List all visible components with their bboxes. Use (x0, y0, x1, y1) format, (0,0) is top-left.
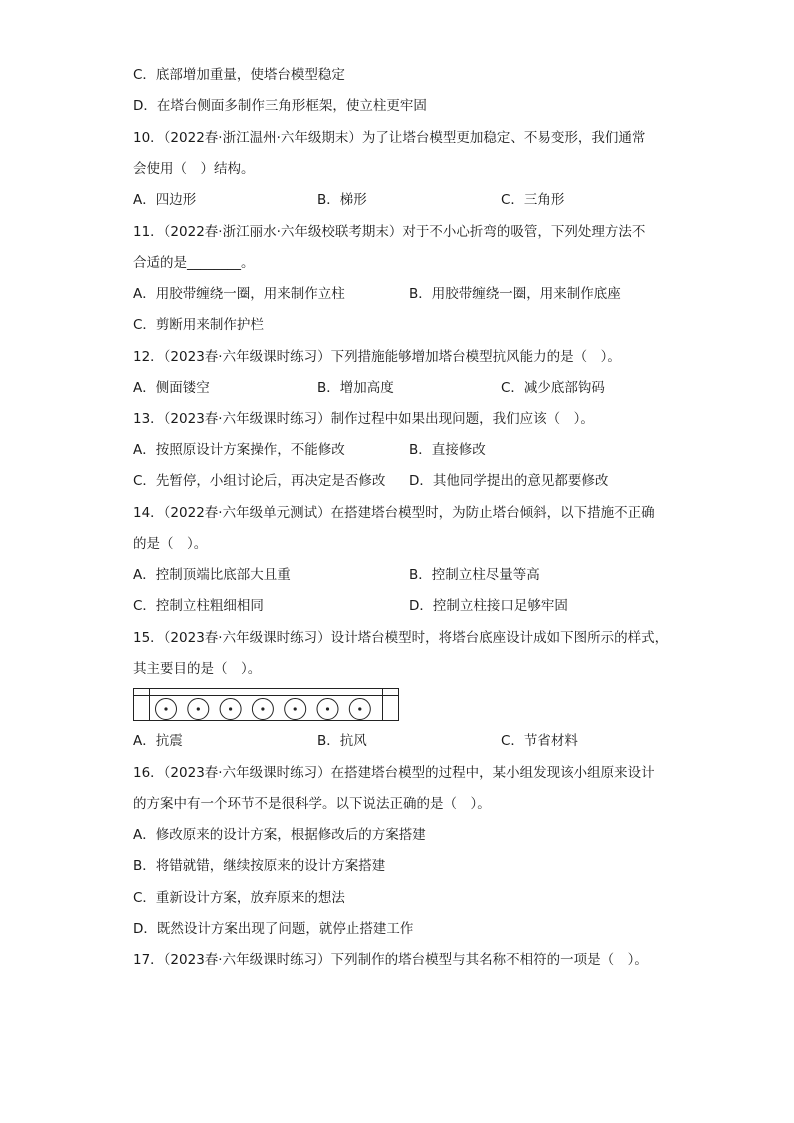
wheel-center-dot (197, 707, 200, 710)
q14-stem-line-1: 14．（2022春·六年级单元测试）在搭建塔台模型时，为防止塔台倾斜，以下措施不正确 (133, 505, 655, 521)
wheel-center-dot (294, 707, 297, 710)
wheel-group (156, 699, 371, 720)
q13-option-d: D．其他同学提出的意见都要修改 (409, 473, 609, 489)
q15-stem-line-1: 15．（2023春·六年级课时练习）设计塔台模型时，将塔台底座设计成如下图所示的样式， (133, 630, 669, 646)
q13-option-a: A．按照原设计方案操作，不能修改 (133, 442, 345, 458)
wheel-center-dot (358, 707, 361, 710)
q16-option-c: C．重新设计方案，放弃原来的想法 (133, 890, 345, 906)
q14-option-c: C．控制立柱粗细相同 (133, 598, 264, 614)
q15-stem-line-2: 其主要目的是（ ）。 (133, 661, 262, 677)
q15-option-b: B．抗风 (317, 733, 367, 749)
wheel-center-dot (229, 707, 232, 710)
q10-stem-line-1: 10．（2022春·浙江温州·六年级期末）为了让塔台模型更加稳定、不易变形，我们通常 (133, 130, 646, 146)
q11-option-b: B．用胶带缠绕一圈，用来制作底座 (409, 286, 621, 302)
q10-option-a: A．四边形 (133, 192, 197, 208)
q14-option-b: B．控制立柱尽量等高 (409, 567, 540, 583)
q14-option-d: D．控制立柱接口足够牢固 (409, 598, 568, 614)
q15-option-a: A．抗震 (133, 733, 183, 749)
q12-stem: 12．（2023春·六年级课时练习）下列措施能够增加塔台模型抗风能力的是（ ）。 (133, 349, 621, 365)
q13-stem: 13．（2023春·六年级课时练习）制作过程中如果出现问题，我们应该（ ）。 (133, 411, 594, 427)
q11-stem-line-1: 11．（2022春·浙江丽水·六年级校联考期末）对于不小心折弯的吸管，下列处理方法不 (133, 224, 646, 240)
q11-option-c: C．剪断用来制作护栏 (133, 317, 264, 333)
q14-option-a: A．控制顶端比底部大且重 (133, 567, 291, 583)
q12-option-c: C．减少底部钩码 (501, 380, 605, 396)
q9-option-d: D．在塔台侧面多制作三角形框架，使立柱更牢固 (133, 98, 427, 114)
q16-stem-line-2: 的方案中有一个环节不是很科学。以下说法正确的是（ ）。 (133, 796, 491, 812)
base-frame (134, 689, 399, 721)
tower-base-figure (133, 688, 399, 722)
wheel-center-dot (164, 707, 167, 710)
q10-option-c: C．三角形 (501, 192, 565, 208)
q16-option-d: D．既然设计方案出现了问题，就停止搭建工作 (133, 921, 414, 937)
q12-option-a: A．侧面镂空 (133, 380, 210, 396)
q16-stem-line-1: 16．（2023春·六年级课时练习）在搭建塔台模型的过程中，某小组发现该小组原来设计 (133, 765, 655, 781)
q16-option-a: A．修改原来的设计方案，根据修改后的方案搭建 (133, 827, 426, 843)
q13-option-c: C．先暂停，小组讨论后，再决定是否修改 (133, 473, 386, 489)
q10-option-b: B．梯形 (317, 192, 367, 208)
q11-option-a: A．用胶带缠绕一圈，用来制作立柱 (133, 286, 345, 302)
q13-option-b: B．直接修改 (409, 442, 486, 458)
tower-base-diagram (133, 688, 399, 722)
q10-stem-line-2: 会使用（ ）结构。 (133, 161, 255, 177)
q16-option-b: B．将错就错，继续按原来的设计方案搭建 (133, 858, 386, 874)
q14-stem-line-2: 的是（ ）。 (133, 536, 208, 552)
wheel-center-dot (326, 707, 329, 710)
q17-stem: 17．（2023春·六年级课时练习）下列制作的塔台模型与其名称不相符的一项是（ ）。 (133, 952, 648, 968)
q9-option-c: C．底部增加重量，使塔台模型稳定 (133, 67, 345, 83)
q12-option-b: B．增加高度 (317, 380, 394, 396)
wheel-center-dot (261, 707, 264, 710)
q11-stem-line-2: 合适的是________。 (133, 255, 255, 271)
q15-option-c: C．节省材料 (501, 733, 578, 749)
